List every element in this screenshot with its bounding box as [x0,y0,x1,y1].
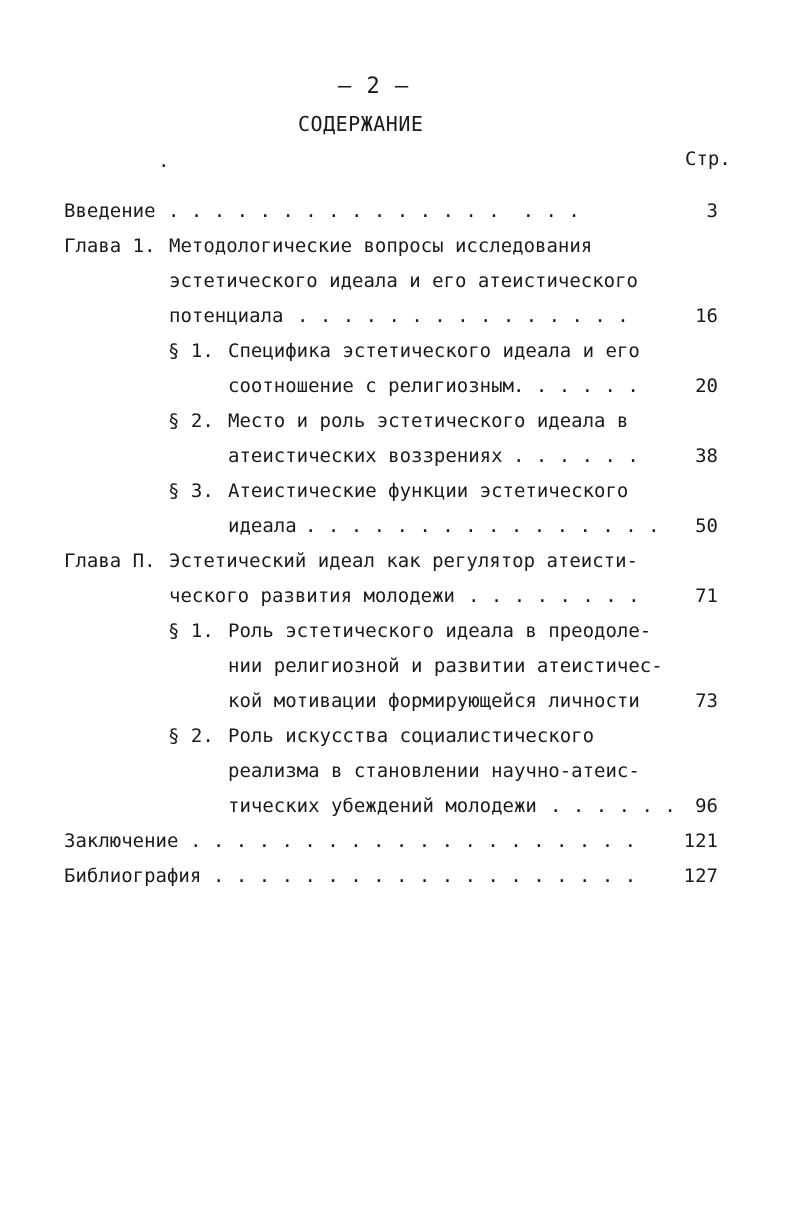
toc-entry-section-2-1 [0,622,799,646]
toc-leader-dots: . . . . . . . . . . . . . . . . . . . [213,865,637,887]
toc-label: Заключение [64,830,179,852]
toc-label: потенциала [169,305,284,327]
toc-leader-dots: . . . . . . . . . . . . . . . . . . . . [190,830,637,852]
page-column-label: Стр. [685,148,731,170]
toc-entry-chapter-1 [0,237,799,261]
toc-label: Роль эстетического идеала в преодоле- [228,620,652,642]
toc-leader-dots: . . . . . . [513,375,639,397]
toc-entry-section-1-2-end [0,447,799,471]
toc-entry-bibliography [0,867,799,891]
chapter-prefix: Глава П. [64,550,156,572]
toc-entry-section-2-1-end [0,692,799,716]
toc-label: эстетического идеала и его атеистического [169,270,638,292]
toc-leader-dots: . . . . . . [513,445,639,467]
section-symbol: § 1. [168,340,214,362]
toc-label: атеистических воззрениях [228,445,503,467]
section-symbol: § 1. [168,620,214,642]
toc-leader-dots: . . . . . . . . . . . . . . . . . . [168,200,580,222]
toc-label: идеала [228,515,297,537]
toc-page: 121 [683,830,718,852]
toc-label: кой мотивации формирующейся личности [228,690,640,712]
toc-entry-section-1-2 [0,412,799,436]
toc-entry-chapter-2-end [0,587,799,611]
toc-leader-dots: . . . . . . [550,795,676,817]
toc-label: тических убеждений молодежи [228,795,537,817]
toc-page: 3 [706,200,718,222]
toc-entry-section-1-1-end [0,377,799,401]
section-symbol: § 2. [168,725,214,747]
toc-page: 20 [695,375,718,397]
toc-page: 38 [695,445,718,467]
toc-page: 71 [695,585,718,607]
toc-label: Специфика эстетического идеала и его [228,340,640,362]
toc-entry-section-2-2 [0,727,799,751]
toc-entry-chapter-2 [0,552,799,576]
toc-entry-section-1-1 [0,342,799,366]
toc-entry-section-2-2-end [0,797,799,821]
stray-mark: . [158,150,170,172]
toc-entry-section-2-1-cont [0,657,799,681]
toc-entry-intro [0,202,799,226]
toc-label: реализма в становлении научно-атеис- [228,760,640,782]
toc-label: Эстетический идеал как регулятор атеисти- [169,550,638,572]
toc-label: ческого развития молодежи [169,585,455,607]
toc-leader-dots: . . . . . . . . [468,585,640,607]
toc-label: соотношение с религиозным [228,375,514,397]
toc-label: нии религиозной и развитии атеистичес- [228,655,663,677]
toc-page: 50 [695,515,718,537]
toc-label: Методологические вопросы исследования [169,235,593,257]
toc-page: 96 [695,795,718,817]
toc-entry-chapter-1-end [0,307,799,331]
toc-entry-conclusion [0,832,799,856]
page-title: СОДЕРЖАНИЕ [298,112,424,136]
toc-leader-dots: . . . . . . . . . . . . . . . . [305,515,660,537]
toc-entry-section-1-3-end [0,517,799,541]
toc-label: Роль искусства социалистического [228,725,595,747]
toc-label: Атеистические функции эстетического [228,480,629,502]
toc-entry-section-1-3 [0,482,799,506]
toc-entry-chapter-1-cont [0,272,799,296]
toc-label: Введение [64,200,156,222]
section-symbol: § 3. [168,480,214,502]
toc-page: 16 [695,305,718,327]
section-symbol: § 2. [168,410,214,432]
toc-label: Место и роль эстетического идеала в [228,410,629,432]
toc-page: 127 [683,865,718,887]
page-number: – 2 – [338,74,410,99]
toc-page: 73 [695,690,718,712]
chapter-prefix: Глава 1. [64,235,156,257]
toc-label: Библиография [64,865,202,887]
toc-entry-section-2-2-cont [0,762,799,786]
toc-leader-dots: . . . . . . . . . . . . . . . [297,305,629,327]
